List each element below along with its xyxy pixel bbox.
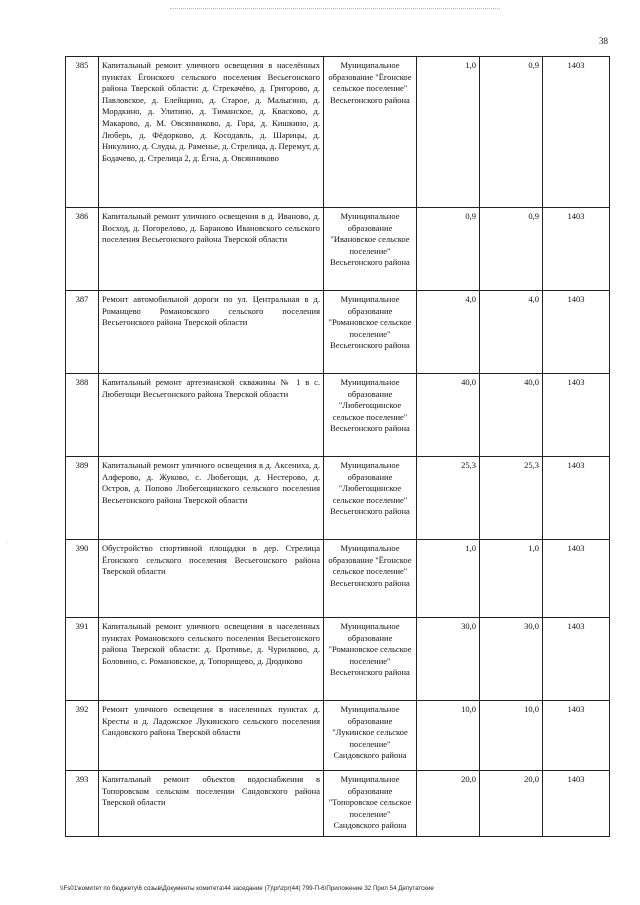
table-row: [66, 540, 610, 618]
row-number-cell: 386: [66, 208, 99, 291]
table-row: [66, 57, 610, 208]
budget-section-code-cell: 1403: [543, 374, 610, 457]
table-row: [66, 771, 610, 837]
amount-actual-cell: 10,0: [480, 701, 543, 771]
municipality-cell: Муниципальное образование "Ивановское сельское поселение" Весьегонского района: [324, 208, 417, 291]
project-description-cell: Обустройство спортивной площадки в дер. Стрелица Ёгонского сельского поселения Весьегонского района Тверской области: [99, 540, 324, 618]
amount-planned-cell: 40,0: [417, 374, 480, 457]
amount-actual-cell: 25,3: [480, 457, 543, 540]
budget-section-code-cell: 1403: [543, 540, 610, 618]
row-number-cell: 390: [66, 540, 99, 618]
project-description-cell: Капитальный ремонт уличного освещения в д. Аксениха, д. Алферово, д. Жуково, с. Любегощи, д. Нестерово, д. Остров, д. Попово Любегощинского сельского поселения Весьегонского района Тверской области: [99, 457, 324, 540]
budget-section-code-cell: 1403: [543, 771, 610, 837]
table-row: [66, 291, 610, 374]
table-row: [66, 618, 610, 701]
margin-mark: ·: [6, 540, 8, 546]
project-description-cell: Капитальный ремонт уличного освещения в д. Иваново, д. Восход, д. Погорелово, д. Бараново Ивановского сельского поселения Весьегонского района Тверской области: [99, 208, 324, 291]
amount-planned-cell: 30,0: [417, 618, 480, 701]
project-description-cell: Капитальный ремонт уличного освещения в населенных пунктах Романовского сельского поселения Весьегонского района Тверской области: д. Противье, д. Чурилково, д. Боловино, с. Романовское, д. Топорищево, д. Дюдиково: [99, 618, 324, 701]
amount-planned-cell: 1,0: [417, 57, 480, 208]
row-number-cell: 393: [66, 771, 99, 837]
row-number-cell: 389: [66, 457, 99, 540]
amount-actual-cell: 30,0: [480, 618, 543, 701]
budget-section-code-cell: 1403: [543, 208, 610, 291]
amount-planned-cell: 4,0: [417, 291, 480, 374]
amount-planned-cell: 20,0: [417, 771, 480, 837]
file-path-footer: \\Fs01\комитет по бюджету\6 созыв\Документы комитета\44 заседание (7)\pr\zpr(44) 799-П-6\Приложение 32 Прил 54 Депутатские: [60, 885, 434, 892]
budget-section-code-cell: 1403: [543, 457, 610, 540]
municipality-cell: Муниципальное образование "Лукинское сельское поселение" Сандовского района: [324, 701, 417, 771]
project-description-cell: Капитальный ремонт артезианской скважины № 1 в с. Любегощи Весьегонского района Тверской области: [99, 374, 324, 457]
scan-top-line: [170, 8, 500, 9]
table-row: [66, 701, 610, 771]
municipality-cell: Муниципальное образование "Романовское сельское поселение" Весьегонского района: [324, 291, 417, 374]
appropriations-table: [65, 56, 610, 837]
municipality-cell: Муниципальное образование "Романовское сельское поселение" Весьегонского района: [324, 618, 417, 701]
budget-section-code-cell: 1403: [543, 701, 610, 771]
amount-planned-cell: 1,0: [417, 540, 480, 618]
project-description-cell: Ремонт автомобильной дороги по ул. Центральная в д. Романцево Романовского сельского поселения Весьегонского района Тверской области: [99, 291, 324, 374]
project-description-cell: Капитальный ремонт уличного освещения в населённых пунктах Ёгонского сельского поселения Весьегонского района Тверской области: д. Стрекачёво, д. Григорово, д. Павловское, д. Елейщино, д. Старое, д. Малыгино, д. Мордкино, д. Улитино, д. Тиманское, д. Квасково, д. Макарово, д. М. Овсянниково, д. Гора, д. Кишкино, д. Люберь, д. Фёдорково, д. Косодавль, д. Шарицы, д. Никулино, д. Слуды, д. Раменье, д. Стрелица, д. Перемут, д. Бодачево, д. Стрелица 2, д. Ёгна, д. Овсянниково: [99, 57, 324, 208]
amount-planned-cell: 10,0: [417, 701, 480, 771]
table-row: [66, 208, 610, 291]
municipality-cell: Муниципальное образование "Ёгонское сельское поселение" Весьегонского района: [324, 540, 417, 618]
budget-section-code-cell: 1403: [543, 291, 610, 374]
project-description-cell: Ремонт уличного освещения в населенных пунктах д. Кресты и д. Ладожское Лукинского сельского поселения Сандовского района Тверской области: [99, 701, 324, 771]
row-number-cell: 388: [66, 374, 99, 457]
amount-actual-cell: 20,0: [480, 771, 543, 837]
amount-actual-cell: 1,0: [480, 540, 543, 618]
budget-section-code-cell: 1403: [543, 618, 610, 701]
row-number-cell: 391: [66, 618, 99, 701]
budget-section-code-cell: 1403: [543, 57, 610, 208]
municipality-cell: Муниципальное образование "Любегощинское сельское поселение" Весьегонского района: [324, 374, 417, 457]
municipality-cell: Муниципальное образование "Топоровское сельское поселение" Сандовского района: [324, 771, 417, 837]
table-row: [66, 374, 610, 457]
amount-planned-cell: 0,9: [417, 208, 480, 291]
amount-actual-cell: 40,0: [480, 374, 543, 457]
table-row: [66, 457, 610, 540]
row-number-cell: 392: [66, 701, 99, 771]
row-number-cell: 387: [66, 291, 99, 374]
row-number-cell: 385: [66, 57, 99, 208]
municipality-cell: Муниципальное образование "Любегощинское сельское поселение" Весьегонского района: [324, 457, 417, 540]
page-number: 38: [599, 36, 608, 46]
amount-actual-cell: 0,9: [480, 208, 543, 291]
municipality-cell: Муниципальное образование "Ёгонское сельское поселение" Весьегонского района: [324, 57, 417, 208]
amount-actual-cell: 4,0: [480, 291, 543, 374]
amount-actual-cell: 0,9: [480, 57, 543, 208]
amount-planned-cell: 25,3: [417, 457, 480, 540]
project-description-cell: Капитальный ремонт объектов водоснабжения в Топоровском сельском поселении Сандовского района Тверской области: [99, 771, 324, 837]
